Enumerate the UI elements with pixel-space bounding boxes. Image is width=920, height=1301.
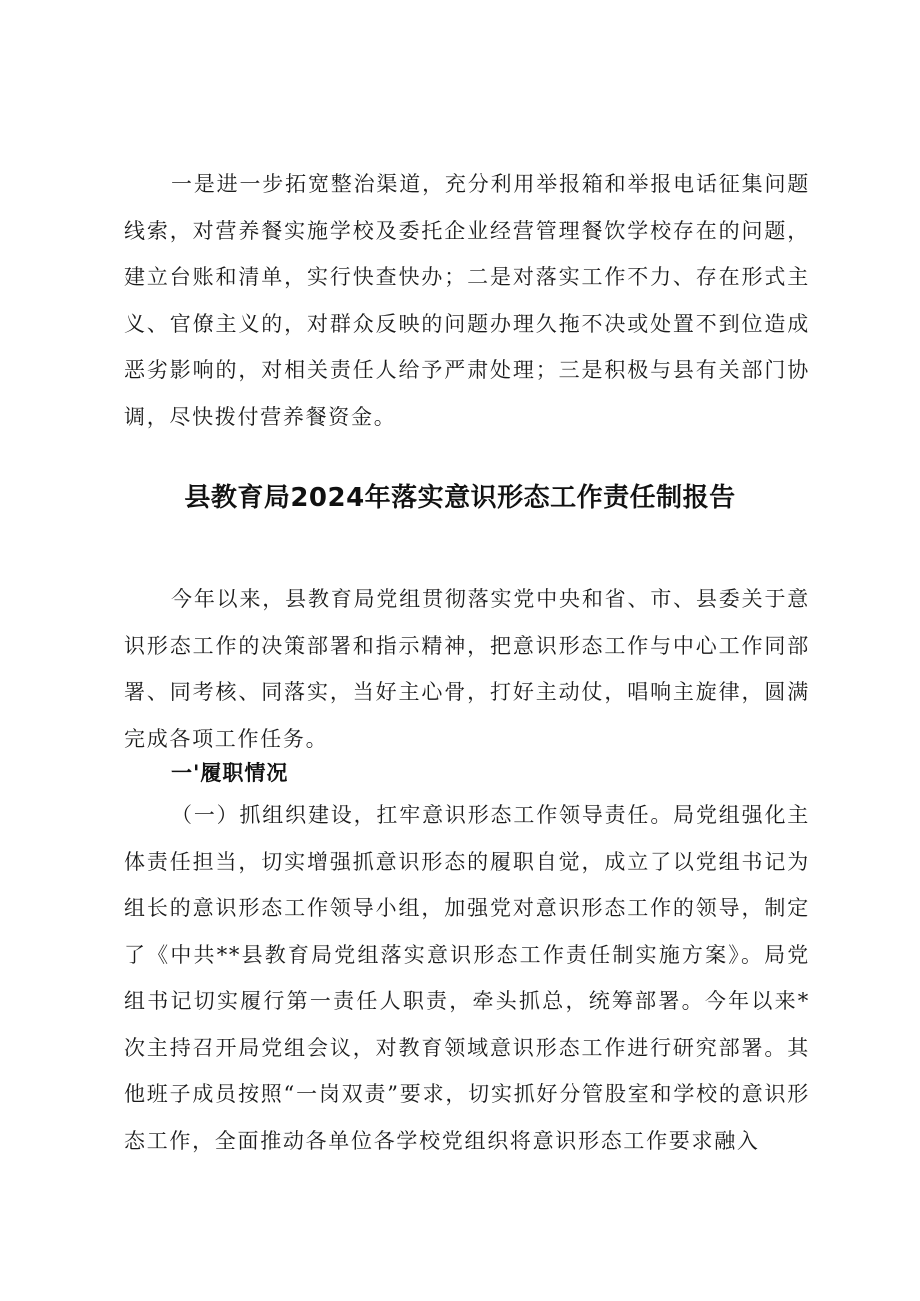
body-paragraph-introduction: 今年以来，县教育局党组贯彻落实党中央和省、市、县委关于意识形态工作的决策部署和指示精神，把意识形态工作与中心工作同部署、同考核、同落实，当好主心骨，打好主动仗，唱响主旋律，圆满完成各项工作任务。 (124, 587, 810, 751)
body-paragraph-organization-building: （一）抓组织建设，扛牢意识形态工作领导责任。局党组强化主体责任担当，切实增强抓意识形态的履职自觉，成立了以党组书记为组长的意识形态工作领导小组，加强党对意识形态工作的领导，制定了《中共**县教育局党组落实意识形态工作责任制实施方案》。局党组书记切实履行第一责任人职责，牵头抓总，统筹部署。今年以来*次主持召开局党组会议，对教育领域意识形态工作进行研究部署。其他班子成员按照“一岗双责”要求，切实抓好分管股室和学校的意识形态工作，全面推动各单位各学校党组织将意识形态工作要求融入 (124, 803, 810, 1153)
section-heading-duty-performance: 一'履职情况 (171, 761, 289, 785)
report-title: 县教育局2024年落实意识形态工作责任制报告 (184, 483, 736, 513)
body-paragraph-rectification-measures: 一是进一步拓宽整治渠道，充分利用举报箱和举报电话征集问题线索，对营养餐实施学校及委托企业经营管理餐饮学校存在的问题，建立台账和清单，实行快查快办；二是对落实工作不力、存在形式主义、官僚主义的，对群众反映的问题办理久拖不决或处置不到位造成恶劣影响的，对相关责任人给予严肃处理；三是积极与县有关部门协调，尽快拨付营养餐资金。 (124, 172, 810, 429)
